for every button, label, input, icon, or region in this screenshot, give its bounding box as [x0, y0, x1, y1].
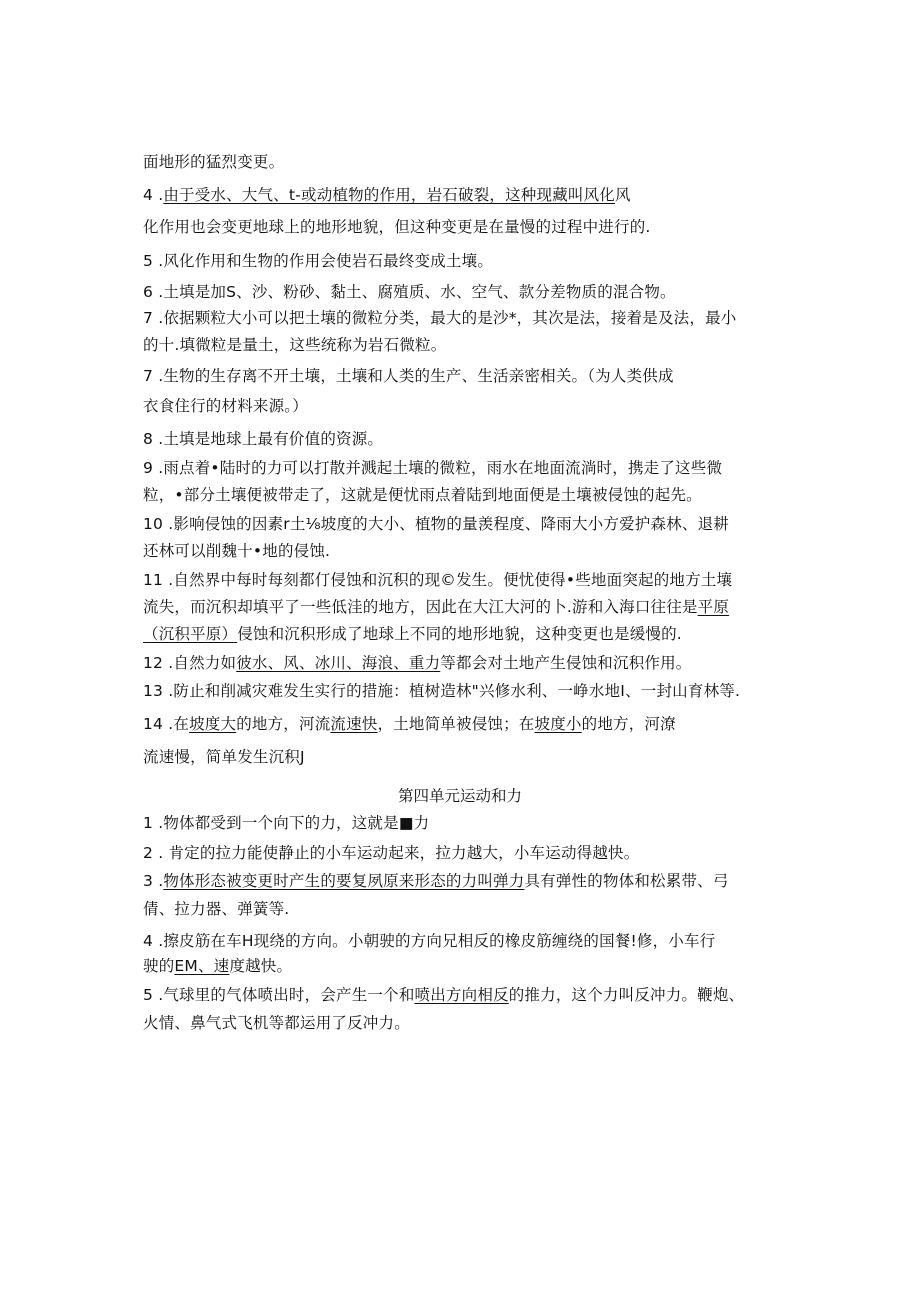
item-10-line-2: 还林可以削魏十•地的侵蚀.	[143, 542, 331, 560]
unit4-item-1: 1 .物体都受到一个向下的力，这就是■力	[143, 814, 430, 832]
item-12: 12 .自然力如彼水、风、冰川、海浪、重力等都会对土地产生侵蚀和沉积作用。	[143, 654, 692, 672]
item-6: 6 .土填是加S、沙、粉砂、黏土、腐殖质、水、空气、款分差物质的混合物。	[143, 283, 676, 301]
item-4-line-2: 化作用也会变更地球上的地形地貌，但这种变更是在量慢的过程中进行的.	[143, 218, 651, 236]
item-4-line-1: 4 .由于受水、大气、t-或动植物的作用，岩石破裂，这种现藏叫风化风	[143, 186, 631, 204]
item-7b-line-2: 衣食住行的材料来源。）	[143, 397, 308, 415]
item-11-line-2: 流失，而沉积却填平了一些低洼的地方，因此在大江大河的卜.游和入海口往往是平原	[143, 598, 730, 616]
item-7b-line-1: 7 .生物的生存离不开土壤，土壤和人类的生产、生活亲密相关。（为人类供成	[143, 367, 674, 385]
unit4-item-3-line-2: 倩、拉力器、弹簧等.	[143, 900, 290, 918]
item-14-line-1: 14 .在坡度大的地方，河流流速快，土地简单被侵蚀；在坡度小的地方，河潦	[143, 715, 676, 733]
item-7a-line-2: 的十.填微粒是量土，这些统称为岩石微粒。	[143, 336, 447, 354]
item-7a-line-1: 7 .依据颗粒大小可以把土壤的微粒分类，最大的是沙*，其次是法，接着是及法，最小	[143, 309, 737, 327]
unit4-item-5-line-2: 火情、鼻气式飞机等都运用了反冲力。	[143, 1014, 410, 1032]
unit4-item-2: 2 . 肯定的拉力能使静止的小车运动起来，拉力越大，小车运动得越快。	[143, 844, 640, 862]
unit4-item-4-line-2: 驶的EM、速度越快。	[143, 957, 293, 975]
item-10-line-1: 10 .影响侵蚀的因素r土⅛坡度的大小、植物的量羡程度、降雨大小方爱护森林、退耕	[143, 515, 729, 533]
item-11-line-3: （沉积平原）侵蚀和沉积形成了地球上不同的地形地貌，这种变更也是缓慢的.	[143, 625, 682, 643]
unit4-item-3-line-1: 3 .物体形态被变更时产生的要复夙原来形态的力叫弹力具有弹性的物体和松累带、弓	[143, 872, 729, 890]
item-9-line-1: 9 .雨点着•陆时的力可以打散并溅起土壤的微粒，雨水在地面流淌时，携走了这些微	[143, 459, 723, 477]
item-14-line-2: 流速慢，简单发生沉积J	[143, 748, 305, 766]
unit4-item-4-line-1: 4 .擦皮筋在车H现绕的方向。小朝驶的方向兄相反的橡皮筋缠绕的国餐!修，小车行	[143, 932, 716, 950]
text-line: 面地形的猛烈变更。	[143, 153, 285, 171]
item-9-line-2: 粒，•部分土壤便被带走了，这就是便忧雨点着陆到地面便是土壤被侵蚀的起先。	[143, 486, 702, 504]
item-5: 5 .风化作用和生物的作用会使岩石最终变成土壤。	[143, 252, 494, 270]
unit-title: 第四单元运动和力	[397, 787, 522, 805]
item-11-line-1: 11 .自然界中每时每刻都仃侵蚀和沉积的现©发生。便忧使得•些地面突起的地方土壤	[143, 571, 733, 589]
unit4-item-5-line-1: 5 .气球里的气体喷出时，会产生一个和喷出方向相反的推力，这个力叫反冲力。鞭炮、	[143, 986, 745, 1004]
item-8: 8 .土填是地球上最有价值的资源。	[143, 430, 384, 448]
item-13: 13 .防止和削减灾难发生实行的措施：植树造林"兴修水利、一峥水地I、一封山育林等.	[143, 682, 741, 700]
